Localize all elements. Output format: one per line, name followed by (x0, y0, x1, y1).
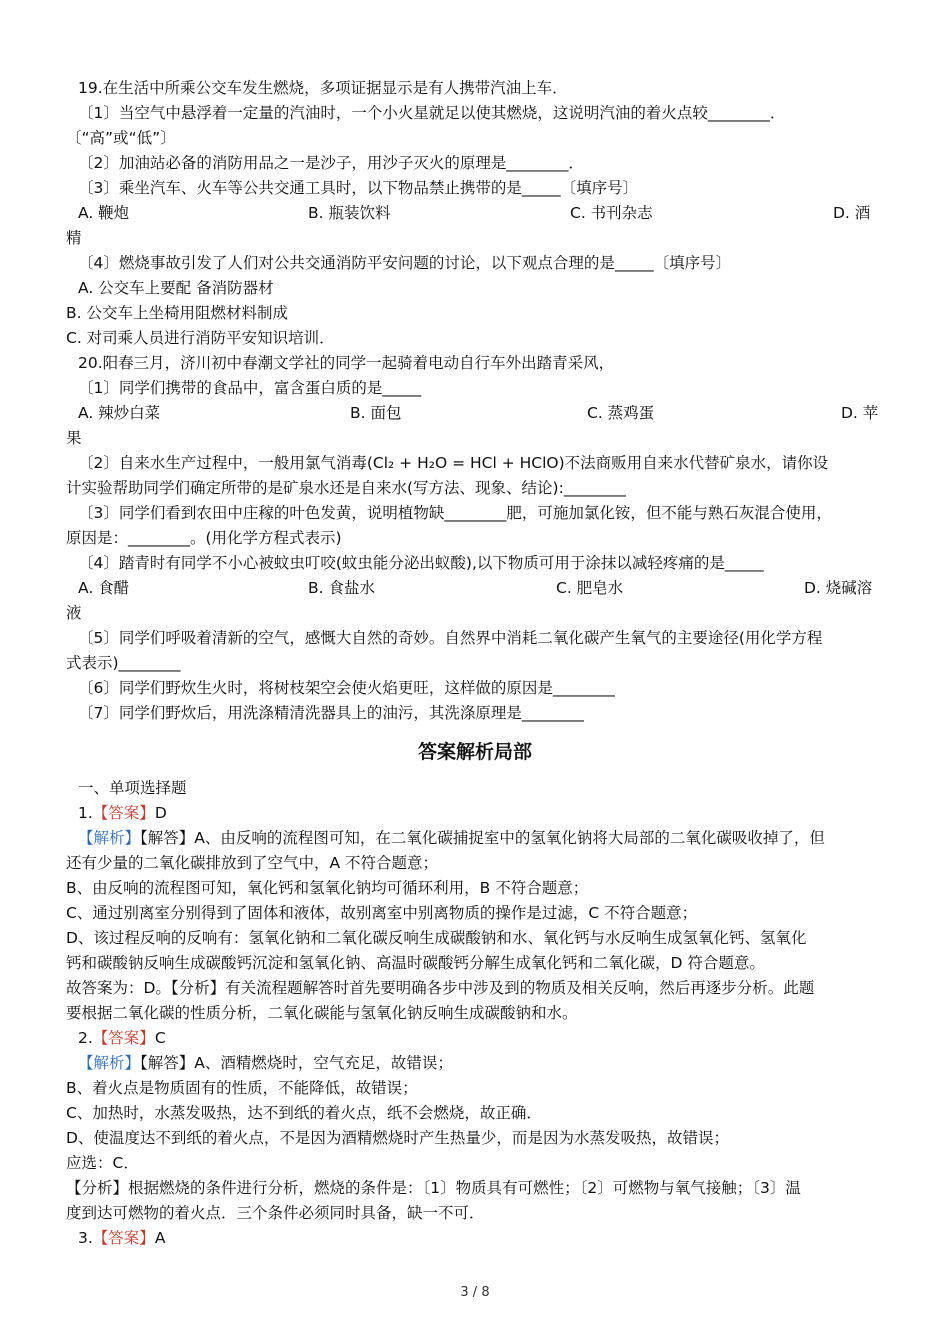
answer-1-number: 1. (78, 804, 93, 822)
q20-p4-option-b: B. 食盐水 (308, 579, 375, 597)
q19-p3-option-a: A. 鞭炮 (78, 204, 130, 222)
answer-2-line-4: D、使温度达不到纸的着火点，不是因为酒精燃烧时产生热量少，而是因为水蒸发吸热，故错误； (66, 1129, 729, 1147)
q19-stem: 19.在生活中所乘公交车发生燃烧，多项证据显示是有人携带汽油上车． (78, 79, 568, 97)
answer-2 (78, 1026, 166, 1050)
answer-2-line-6: 【分析】根据燃烧的条件进行分析，燃烧的条件是：〔1〕物质具有可燃性；〔2〕可燃物与氧气接触；〔3〕温 (66, 1179, 801, 1197)
q19-p3-option-c: C. 书刊杂志 (570, 204, 653, 222)
answer-1-line-5: D、该过程反响的反响有：氢氧化钠和二氧化碳反响生成碳酸钠和水、氧化钙与水反响生成氢氧化钙、氢氧化 (66, 929, 807, 947)
answer-2-line-7: 度到达可燃物的着火点．三个条件必须同时具备，缺一不可． (66, 1204, 485, 1222)
answer-1-explain-line (78, 826, 825, 850)
q20-stem: 20.阳春三月，济川初中春潮文学社的同学一起骑着电动自行车外出踏青采风， (78, 354, 615, 372)
q20-part4: 〔4〕踏青时有同学不小心被蚊虫叮咬(蚊虫能分泌出蚁酸),以下物质可用于涂抹以减轻疼痛的是_____ (78, 554, 764, 572)
answer-1-line-2: 还有少量的二氧化碳排放到了空气中，A 不符合题意； (66, 854, 439, 872)
answer-1-jiexi-tag: 【解析】 (78, 829, 141, 847)
answer-1-line-7: 故答案为：D。【分析】有关流程题解答时首先要明确各步中涉及到的物质及相关反响，然后再逐步分析。此题 (66, 979, 815, 997)
q20-part7: 〔7〕同学们野炊后，用洗涤精清洗器具上的油污，其洗涤原理是________ (78, 704, 584, 722)
answer-1-value: D (154, 804, 167, 822)
answer-2-explain-text: 【解答】A、酒精燃烧时，空气充足，故错误； (140, 1054, 453, 1072)
answer-2-number: 2. (78, 1029, 93, 1047)
q20-part2: 〔2〕自来水生产过程中，一般用氯气消毒(Cl₂ + H₂O = HCl + HClO)不法商贩用自来水代替矿泉水，请你设 (78, 454, 829, 472)
answer-1-explain-text: 【解答】A、由反响的流程图可知，在二氧化碳捕捉室中的氢氧化钠将大局部的二氧化碳吸收掉了，但 (140, 829, 825, 847)
q20-p4-option-c: C. 肥皂水 (556, 579, 624, 597)
q20-part3: 〔3〕同学们看到农田中庄稼的叶色发黄，说明植物缺________肥，可施加氯化铵，但不能与熟石灰混合使用， (78, 504, 832, 522)
answer-3-value: A (154, 1229, 166, 1247)
q20-p4-option-d: D. 烧碱溶 (804, 579, 873, 597)
answer-3-number: 3. (78, 1229, 93, 1247)
answer-2-tag: 【答案】 (92, 1029, 155, 1047)
answer-1 (78, 801, 167, 825)
q19-p3-option-d-wrap: 精 (66, 229, 82, 247)
answer-2-line-5: 应选：C． (66, 1154, 139, 1172)
answer-2-jiexi-tag: 【解析】 (78, 1054, 141, 1072)
answer-2-line-2: B、着火点是物质固有的性质，不能降低，故错误； (66, 1079, 418, 1097)
q20-part2-cont: 计实验帮助同学们确定所带的是矿泉水还是自来水(写方法、现象、结论):________ (66, 479, 626, 497)
page-number: 3 / 8 (460, 1285, 490, 1300)
q20-p1-option-d-wrap: 果 (66, 429, 82, 447)
q19-part1: 〔1〕当空气中悬浮着一定量的汽油时，一个小火星就足以使其燃烧，这说明汽油的着火点较________． (78, 104, 786, 122)
answer-2-value: C (154, 1029, 166, 1047)
answer-1-line-4: C、通过别离室分别得到了固体和液体，故别离室中别离物质的操作是过滤，C 不符合题意； (66, 904, 698, 922)
q19-p4-option-a: A. 公交车上要配 备消防器材 (78, 279, 274, 297)
answer-1-line-6: 钙和碳酸钠反响生成碳酸钙沉淀和氢氧化钠、高温时碳酸钙分解生成氧化钙和二氧化碳，D 符合题意。 (66, 954, 765, 972)
answer-3-tag: 【答案】 (92, 1229, 155, 1247)
q19-part3: 〔3〕乘坐汽车、火车等公共交通工具时，以下物品禁止携带的是_____〔填序号〕 (78, 179, 639, 197)
section-heading: 一、单项选择题 (78, 779, 187, 797)
q19-part1-cont: 〔“高”或“低”〕 (66, 129, 176, 147)
q19-part2: 〔2〕加油站必备的消防用品之一是沙子，用沙子灭火的原理是________． (78, 154, 584, 172)
answer-2-line-3: C、加热时，水蒸发吸热，达不到纸的着火点，纸不会燃烧，故正确． (66, 1104, 542, 1122)
answer-2-explain-line (78, 1051, 453, 1075)
q19-part4: 〔4〕燃烧事故引发了人们对公共交通消防平安问题的讨论，以下观点合理的是_____〔填序号〕 (78, 254, 732, 272)
q19-p3-option-b: B. 瓶装饮料 (308, 204, 391, 222)
q20-p1-option-b: B. 面包 (350, 404, 402, 422)
q20-p1-option-d: D. 苹 (841, 404, 879, 422)
q19-p4-option-b: B. 公交车上坐椅用阻燃材料制成 (66, 304, 288, 322)
q20-p1-option-a: A. 辣炒白菜 (78, 404, 161, 422)
q20-part5-cont: 式表示)________ (66, 654, 181, 672)
answer-1-line-3: B、由反响的流程图可知，氧化钙和氢氧化钠均可循环利用，B 不符合题意； (66, 879, 589, 897)
q20-part3-cont: 原因是：________。(用化学方程式表示) (66, 529, 342, 547)
q20-part5: 〔5〕同学们呼吸着清新的空气，感慨大自然的奇妙。自然界中消耗二氧化碳产生氧气的主要途径(用化学方程 (78, 629, 823, 647)
q20-p4-option-d-wrap: 液 (66, 604, 82, 622)
answer-1-tag: 【答案】 (92, 804, 155, 822)
q20-part6: 〔6〕同学们野炊生火时，将树枝架空会使火焰更旺，这样做的原因是________ (78, 679, 615, 697)
q19-p3-option-d: D. 酒 (833, 204, 871, 222)
q20-part1: 〔1〕同学们携带的食品中，富含蛋白质的是_____ (78, 379, 422, 397)
q20-p4-option-a: A. 食醋 (78, 579, 130, 597)
q19-p4-option-c: C. 对司乘人员进行消防平安知识培训． (66, 329, 335, 347)
answer-section-title: 答案解析局部 (417, 741, 532, 763)
q20-p1-option-c: C. 蒸鸡蛋 (587, 404, 655, 422)
answer-3 (78, 1226, 165, 1250)
answer-1-line-8: 要根据二氧化碳的性质分析，二氧化碳能与氢氧化钠反响生成碳酸钠和水。 (66, 1004, 578, 1022)
